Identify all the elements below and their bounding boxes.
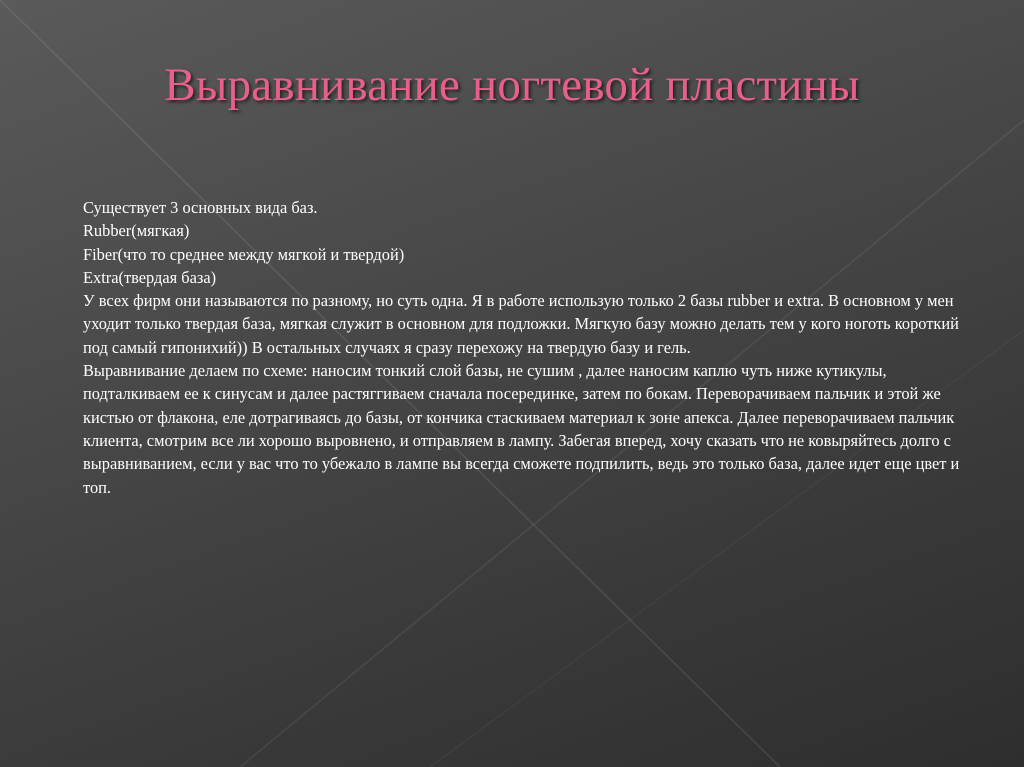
body-paragraph: У всех фирм они называются по разному, но суть одна. Я в работе использую только 2 базы rubber и extra. В основном у мен уходит только твердая база, мягкая служит в основном для подложки. Мягкую базу можно делать тем у кого ноготь короткий под самый гипонихий)) В остальных случаях я сразу перехожу на твердую базу и гель. — [83, 291, 959, 357]
body-line: Существует 3 основных вида баз. — [83, 198, 318, 217]
slide-body — [83, 196, 983, 499]
body-line: Fiber(что то среднее между мягкой и твердой) — [83, 244, 405, 264]
body-line: Rubber(мягкая) — [83, 221, 190, 241]
slide-title: Выравнивание ногтевой пластины — [164, 59, 860, 111]
body-line: Extra(твердая база) — [83, 267, 217, 287]
body-paragraph: Выравнивание делаем по схеме: наносим тонкий слой базы, не сушим , далее наносим каплю чуть ниже кутикулы, подталкиваем ее к синусам и далее растяггиваем сначала посерединке, затем по бокам. Переворачиваем пальчик и этой же кистью от флакона, еле дотрагиваясь до базы, от кончика стаскиваем материал к зоне апекса. Далее переворачиваем пальчик клиента, смотрим все ли хорошо выровнено, и отправляем в лампу. Забегая вперед, хочу сказать что не ковыряйтесь долго с выравниванием, если у вас что то убежало в лампе вы всегда сможете подпилить, ведь это только база, далее идет еще цвет и топ. — [83, 361, 960, 497]
